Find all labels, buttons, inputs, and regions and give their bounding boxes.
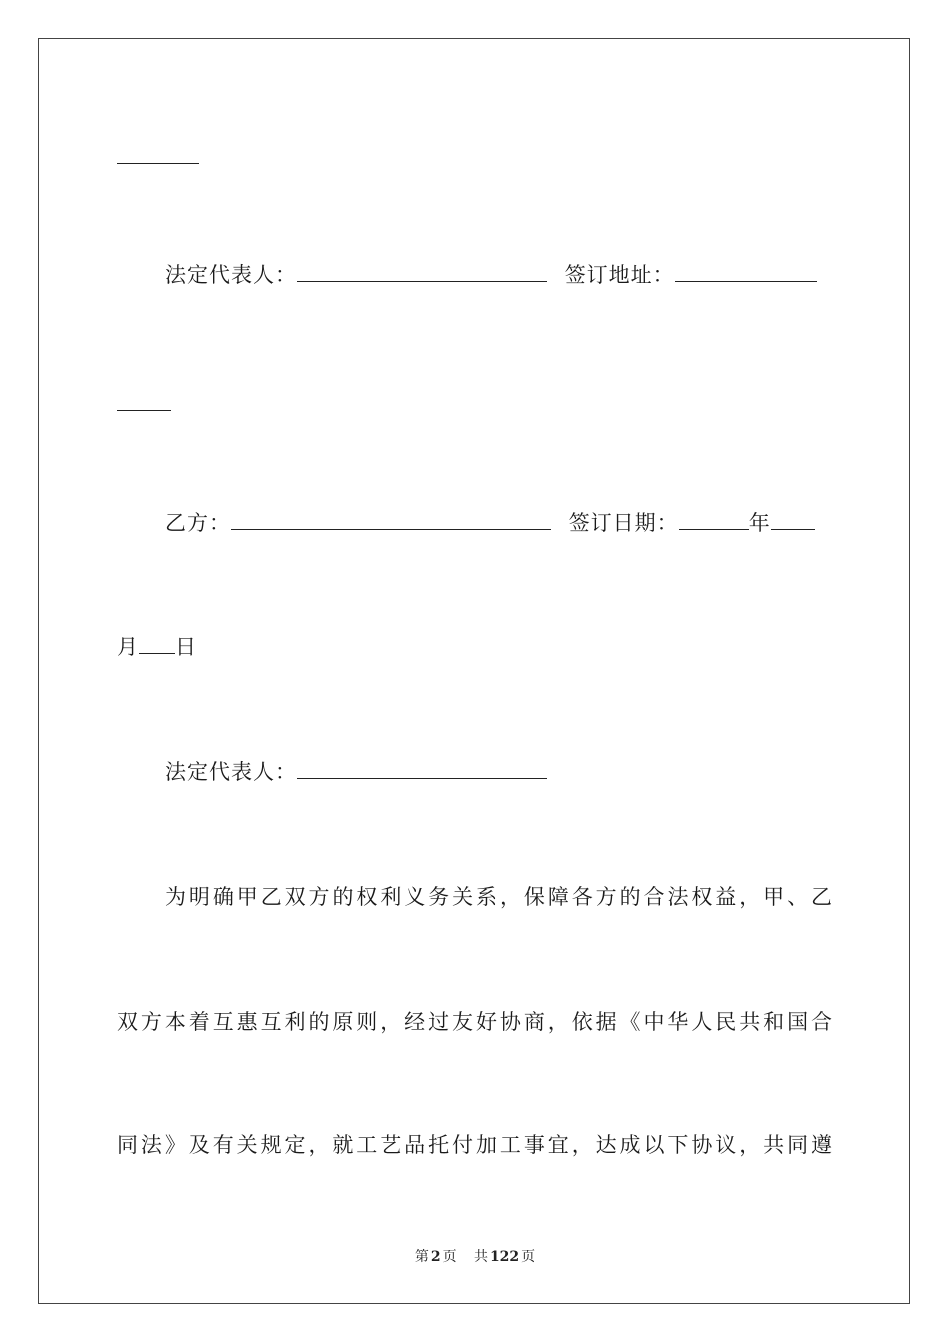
total-prefix: 共 [473, 1249, 488, 1265]
total-suffix: 页 [521, 1249, 536, 1265]
day-blank[interactable] [139, 631, 175, 654]
sign-address-blank[interactable] [675, 259, 817, 282]
blank-line[interactable] [117, 141, 199, 164]
rep-label: 法定代表人： [165, 263, 297, 287]
continuation-blank-2 [117, 387, 833, 421]
paragraph-line-1: 为明确甲乙双方的权利义务关系，保障各方的合法权益，甲、乙 [165, 885, 833, 909]
paragraph-line-3: 同法》及有关规定，就工艺品托付加工事宜，达成以下协议，共同遵 [117, 1133, 833, 1157]
month-label: 月 [117, 635, 139, 659]
year-blank[interactable] [679, 507, 749, 530]
page-border [38, 38, 910, 1304]
rep2-label: 法定代表人： [165, 760, 297, 784]
party-b-blank[interactable] [231, 507, 551, 530]
page-prefix: 第 [414, 1249, 429, 1265]
row-partyb-date [165, 506, 833, 540]
continuation-blank-1 [117, 140, 833, 174]
year-label: 年 [748, 511, 771, 535]
page-number: 2 [430, 1249, 441, 1265]
sign-date-label: 签订日期： [568, 511, 679, 535]
blank-line[interactable] [117, 388, 171, 411]
sign-address-label: 签订地址： [564, 263, 675, 287]
row-rep-2 [165, 755, 833, 789]
page-suffix: 页 [442, 1249, 457, 1265]
row-rep-address [165, 258, 833, 292]
page-footer [0, 1246, 950, 1266]
total-pages: 122 [489, 1249, 520, 1265]
rep2-blank[interactable] [297, 756, 547, 779]
rep-blank[interactable] [297, 259, 547, 282]
paragraph-line-2: 双方本着互惠互利的原则，经过友好协商，依据《中华人民共和国合 [117, 1010, 833, 1034]
day-label: 日 [175, 635, 197, 659]
month-blank-start[interactable] [771, 507, 815, 530]
row-month-day [117, 630, 833, 664]
party-b-label: 乙方： [165, 511, 231, 535]
